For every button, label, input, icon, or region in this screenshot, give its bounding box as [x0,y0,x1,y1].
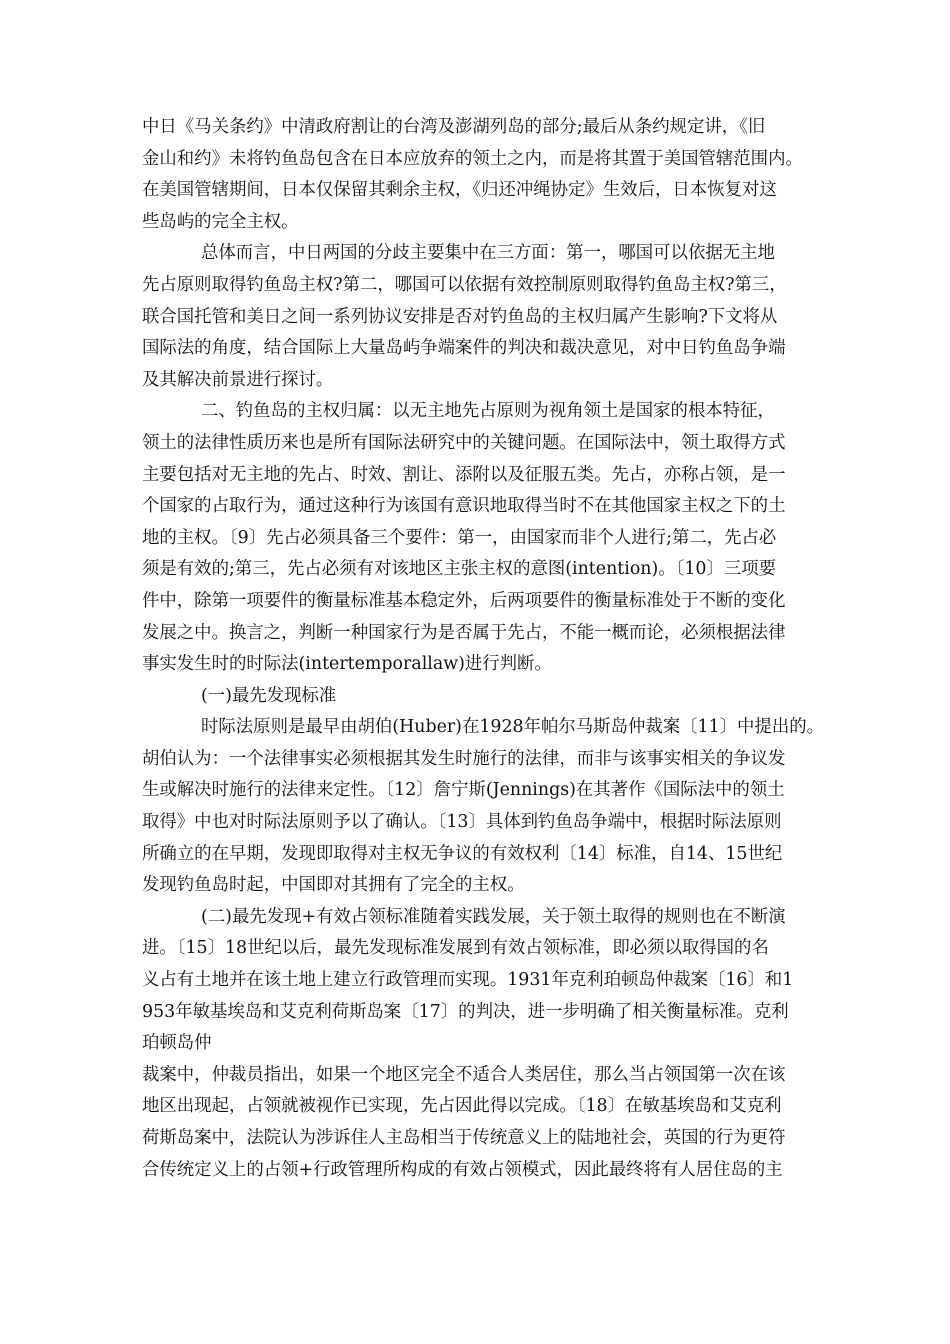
text-line: 地的主权。〔9〕先占必须具备三个要件：第一，由国家而非个人进行;第二，先占必 [142,527,777,548]
text-line: 发展之中。换言之，判断一种国家行为是否属于先占，不能一概而论，必须根据法律 [142,622,786,643]
text-line: 在美国管辖期间，日本仅保留其剩余主权，《归还冲绳协定》生效后，日本恢复对这 [142,180,777,201]
text-line: (一)最先发现标准 [201,685,337,706]
text-line: 二、钓鱼岛的主权归属：以无主地先占原则为视角领土是国家的根本特征， [201,401,775,422]
text-line: 所确立的在早期，发现即取得对主权无争议的有效权利〔14〕标准，自14、15世纪 [142,843,783,864]
text-line: 胡伯认为：一个法律事实必须根据其发生时施行的法律，而非与该事实相关的争议发 [142,748,786,769]
text-line: 953年敏基埃岛和艾克利荷斯岛案〔17〕的判决，进一步明确了相关衡量标准。克利 [142,1001,789,1022]
text-line: 珀顿岛仲 [142,1033,212,1054]
text-line: 及其解决前景进行探讨。 [142,369,334,390]
body-text [142,112,872,1186]
text-line: 地区出现起，占领就被视作已实现，先占因此得以完成。〔18〕在敏基埃岛和艾克利 [142,1096,782,1117]
text-line: 总体而言，中日两国的分歧主要集中在三方面：第一，哪国可以依据无主地 [201,243,775,264]
text-line: 先占原则取得钓鱼岛主权?第二，哪国可以依据有效控制原则取得钓鱼岛主权?第三， [142,274,787,295]
text-line: 义占有土地并在该土地上建立行政管理而实现。1931年克利珀顿岛仲裁案〔16〕和1 [142,970,794,991]
text-line: 须是有效的;第三，先占必须有对该地区主张主权的意图(intention)。〔10〕三项要 [142,559,777,580]
text-line: 个国家的占取行为，通过这种行为该国有意识地取得当时不在其他国家主权之下的土 [142,496,786,517]
text-line: 裁案中，仲裁员指出，如果一个地区完全不适合人类居住，那么当占领国第一次在该 [142,1064,786,1085]
text-line: 取得》中也对时际法原则予以了确认。〔13〕具体到钓鱼岛争端中，根据时际法原则 [142,812,782,833]
text-line: 荷斯岛案中，法院认为涉诉住人主岛相当于传统意义上的陆地社会，英国的行为更符 [142,1128,786,1148]
text-line: 时际法原则是最早由胡伯(Huber)在1928年帕尔马斯岛仲裁案〔11〕中提出的。 [201,717,825,738]
text-line: 合传统定义上的占领+行政管理所构成的有效占领模式，因此最终将有人居住岛的主 [142,1159,783,1180]
text-line: 领土的法律性质历来也是所有国际法研究中的关键问题。在国际法中，领土取得方式 [142,432,786,453]
text-line: 些岛屿的完全主权。 [142,211,299,232]
text-line: 主要包括对无主地的先占、时效、割让、添附以及征服五类。先占，亦称占领，是一 [142,464,786,485]
text-line: 金山和约》未将钓鱼岛包含在日本应放弃的领土之内，而是将其置于美国管辖范围内。 [142,148,803,169]
text-line: 联合国托管和美日之间一系列协议安排是否对钓鱼岛的主权归属产生影响?下文将从 [142,306,778,327]
text-line: 进。〔15〕18世纪以后，最先发现标准发展到有效占领标准，即必须以取得国的名 [142,938,769,959]
text-line: 中日《马关条约》中清政府割让的台湾及澎湖列岛的部分;最后从条约规定讲，《旧 [142,117,766,137]
text-line: (二)最先发现+有效占领标准随着实践发展，关于领土取得的规则也在不断演 [201,906,786,927]
text-line: 件中，除第一项要件的衡量标准基本稳定外，后两项要件的衡量标准处于不断的变化 [142,590,786,611]
text-line: 生或解决时施行的法律来定性。〔12〕詹宁斯(Jennings)在其著作《国际法中的领土 [142,780,785,801]
text-line: 发现钓鱼岛时起，中国即对其拥有了完全的主权。 [142,875,525,896]
text-line: 事实发生时的时际法(intertemporallaw)进行判断。 [142,654,552,675]
text-line: 国际法的角度，结合国际上大量岛屿争端案件的判决和裁决意见，对中日钓鱼岛争端 [142,338,786,359]
